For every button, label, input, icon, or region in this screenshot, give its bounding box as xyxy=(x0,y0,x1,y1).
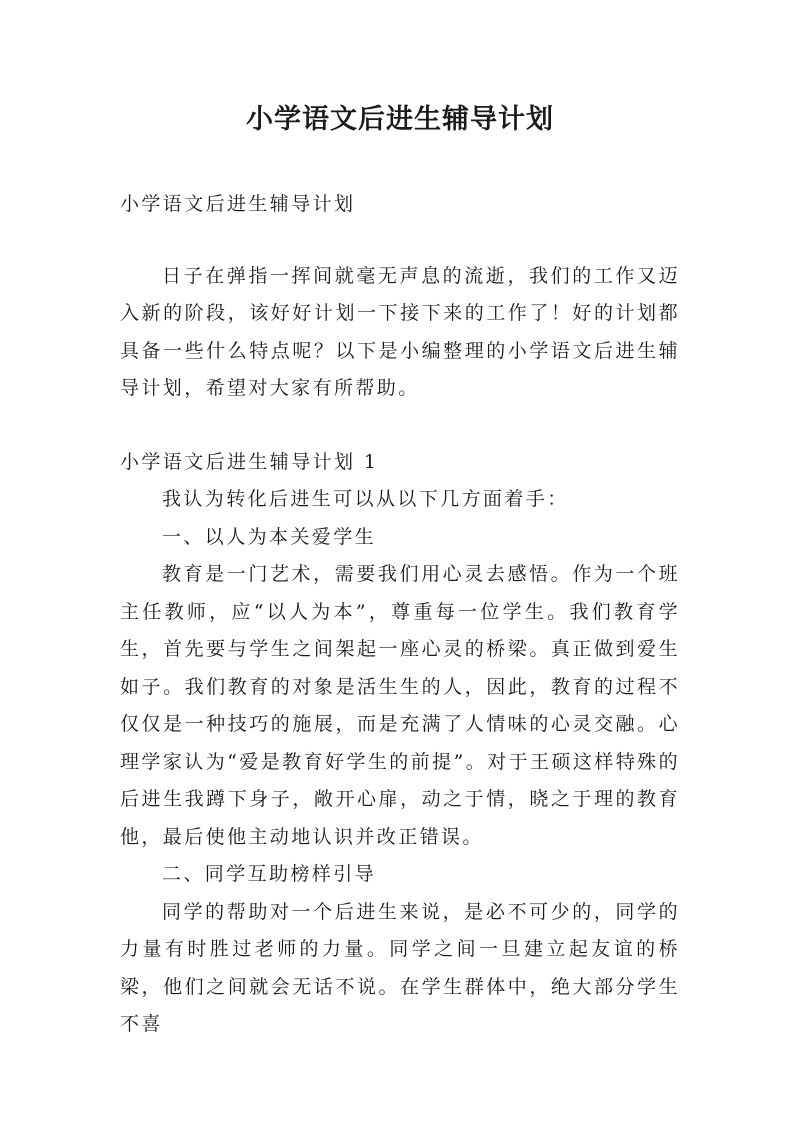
document-body xyxy=(120,186,680,1044)
lead-paragraph: 我认为转化后进生可以从以下几方面着手： xyxy=(162,488,569,510)
document-title: 小学语文后进生辅导计划 xyxy=(246,104,554,135)
point2-heading: 二、同学互助榜样引导 xyxy=(162,863,377,885)
section-title: 小学语文后进生辅导计划 1 xyxy=(120,450,379,473)
intro-paragraph: 日子在弹指一挥间就毫无声息的流逝，我们的工作又迈入新的阶段，该好好计划一下接下来的工作了！好的计划都具备一些什么特点呢？以下是小编整理的小学语文后进生辅导计划，希望对大家有所帮助。 xyxy=(120,264,680,399)
subtitle: 小学语文后进生辅导计划 xyxy=(120,193,356,215)
point1-paragraph: 教育是一门艺术，需要我们用心灵去感悟。作为一个班主任教师，应“以人为本”，尊重每一位学生。我们教育学生，首先要与学生之间架起一座心灵的桥梁。真正做到爱生如子。我们教育的对象是活生生的人，因此，教育的过程不仅仅是一种技巧的施展，而是充满了人情味的心灵交融。心理学家认为“爱是教育好学生的前提”。对于王硕这样特殊的后进生我蹲下身子，敞开心扉，动之于情，晓之于理的教育他，最后使他主动地认识并改正错误。 xyxy=(120,563,680,848)
point2-paragraph: 同学的帮助对一个后进生来说，是必不可少的，同学的力量有时胜过老师的力量。同学之间一旦建立起友谊的桥梁，他们之间就会无话不说。在学生群体中，绝大部分学生不喜 xyxy=(120,900,680,1035)
point1-heading: 一、以人为本关爱学生 xyxy=(162,525,377,548)
